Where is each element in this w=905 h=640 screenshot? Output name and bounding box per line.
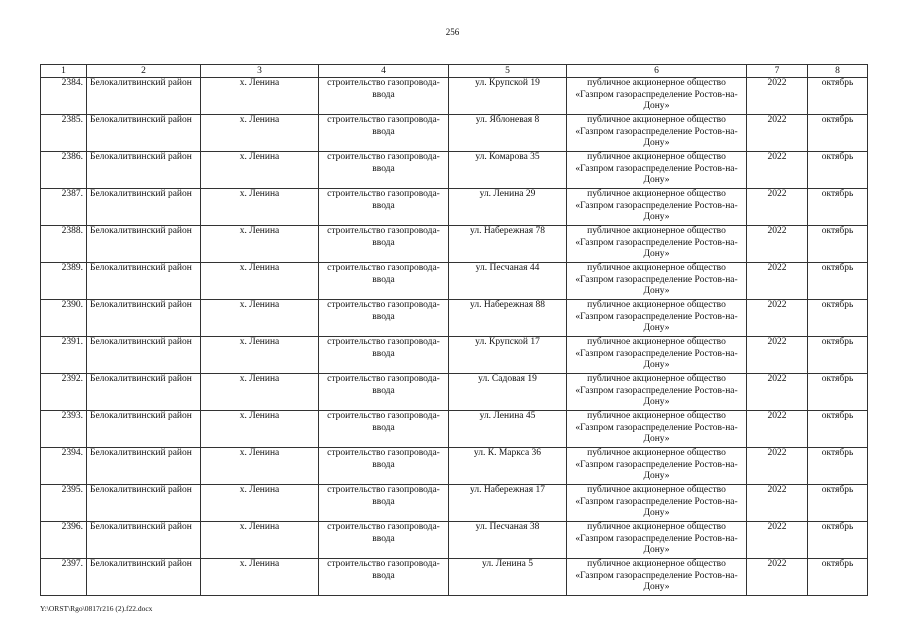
row-number: 2396. <box>41 522 87 559</box>
district-cell: Белокалитвинский район <box>87 263 201 300</box>
year-cell: 2022 <box>747 226 808 263</box>
month-cell: октябрь <box>808 374 868 411</box>
month-cell: октябрь <box>808 411 868 448</box>
organization-cell: публичное акционерное общество «Газпром газораспределение Ростов-на-Дону» <box>567 448 747 485</box>
address-cell: ул. Набережная 78 <box>449 226 567 263</box>
month-cell: октябрь <box>808 337 868 374</box>
table-row <box>41 152 868 189</box>
table-row <box>41 263 868 300</box>
settlement-cell: х. Ленина <box>201 78 319 115</box>
month-cell: октябрь <box>808 189 868 226</box>
work-type-cell: строительство газопровода-ввода <box>319 152 449 189</box>
district-cell: Белокалитвинский район <box>87 374 201 411</box>
district-cell: Белокалитвинский район <box>87 189 201 226</box>
month-cell: октябрь <box>808 485 868 522</box>
address-cell: ул. Садовая 19 <box>449 374 567 411</box>
work-type-cell: строительство газопровода-ввода <box>319 115 449 152</box>
work-type-cell: строительство газопровода-ввода <box>319 411 449 448</box>
organization-cell: публичное акционерное общество «Газпром газораспределение Ростов-на-Дону» <box>567 152 747 189</box>
settlement-cell: х. Ленина <box>201 411 319 448</box>
work-type-cell: строительство газопровода-ввода <box>319 337 449 374</box>
year-cell: 2022 <box>747 152 808 189</box>
year-cell: 2022 <box>747 300 808 337</box>
column-header: 1 <box>41 65 87 78</box>
address-cell: ул. Крупской 17 <box>449 337 567 374</box>
organization-cell: публичное акционерное общество «Газпром газораспределение Ростов-на-Дону» <box>567 337 747 374</box>
column-header: 3 <box>201 65 319 78</box>
table-body <box>41 78 868 596</box>
table-row <box>41 411 868 448</box>
column-header: 4 <box>319 65 449 78</box>
district-cell: Белокалитвинский район <box>87 485 201 522</box>
organization-cell: публичное акционерное общество «Газпром газораспределение Ростов-на-Дону» <box>567 189 747 226</box>
row-number: 2390. <box>41 300 87 337</box>
month-cell: октябрь <box>808 152 868 189</box>
row-number: 2386. <box>41 152 87 189</box>
district-cell: Белокалитвинский район <box>87 115 201 152</box>
settlement-cell: х. Ленина <box>201 189 319 226</box>
settlement-cell: х. Ленина <box>201 485 319 522</box>
year-cell: 2022 <box>747 115 808 152</box>
page-number: 256 <box>445 27 460 37</box>
registry-table <box>40 64 868 596</box>
organization-cell: публичное акционерное общество «Газпром газораспределение Ростов-на-Дону» <box>567 300 747 337</box>
work-type-cell: строительство газопровода-ввода <box>319 226 449 263</box>
address-cell: ул. Комарова 35 <box>449 152 567 189</box>
column-header: 2 <box>87 65 201 78</box>
year-cell: 2022 <box>747 263 808 300</box>
settlement-cell: х. Ленина <box>201 115 319 152</box>
work-type-cell: строительство газопровода-ввода <box>319 300 449 337</box>
address-cell: ул. Набережная 17 <box>449 485 567 522</box>
month-cell: октябрь <box>808 263 868 300</box>
organization-cell: публичное акционерное общество «Газпром газораспределение Ростов-на-Дону» <box>567 263 747 300</box>
work-type-cell: строительство газопровода-ввода <box>319 448 449 485</box>
table-row <box>41 189 868 226</box>
organization-cell: публичное акционерное общество «Газпром газораспределение Ростов-на-Дону» <box>567 485 747 522</box>
row-number: 2391. <box>41 337 87 374</box>
table-row <box>41 448 868 485</box>
month-cell: октябрь <box>808 226 868 263</box>
organization-cell: публичное акционерное общество «Газпром газораспределение Ростов-на-Дону» <box>567 522 747 559</box>
organization-cell: публичное акционерное общество «Газпром газораспределение Ростов-на-Дону» <box>567 78 747 115</box>
row-number: 2394. <box>41 448 87 485</box>
row-number: 2385. <box>41 115 87 152</box>
settlement-cell: х. Ленина <box>201 448 319 485</box>
row-number: 2389. <box>41 263 87 300</box>
month-cell: октябрь <box>808 300 868 337</box>
work-type-cell: строительство газопровода-ввода <box>319 485 449 522</box>
year-cell: 2022 <box>747 78 808 115</box>
district-cell: Белокалитвинский район <box>87 411 201 448</box>
settlement-cell: х. Ленина <box>201 300 319 337</box>
work-type-cell: строительство газопровода-ввода <box>319 522 449 559</box>
organization-cell: публичное акционерное общество «Газпром газораспределение Ростов-на-Дону» <box>567 226 747 263</box>
row-number: 2388. <box>41 226 87 263</box>
row-number: 2393. <box>41 411 87 448</box>
year-cell: 2022 <box>747 411 808 448</box>
work-type-cell: строительство газопровода-ввода <box>319 559 449 596</box>
organization-cell: публичное акционерное общество «Газпром газораспределение Ростов-на-Дону» <box>567 411 747 448</box>
settlement-cell: х. Ленина <box>201 374 319 411</box>
settlement-cell: х. Ленина <box>201 263 319 300</box>
table-row <box>41 226 868 263</box>
header-row <box>41 65 868 78</box>
district-cell: Белокалитвинский район <box>87 448 201 485</box>
year-cell: 2022 <box>747 374 808 411</box>
settlement-cell: х. Ленина <box>201 559 319 596</box>
district-cell: Белокалитвинский район <box>87 78 201 115</box>
address-cell: ул. Крупской 19 <box>449 78 567 115</box>
work-type-cell: строительство газопровода-ввода <box>319 78 449 115</box>
table-row <box>41 485 868 522</box>
district-cell: Белокалитвинский район <box>87 522 201 559</box>
settlement-cell: х. Ленина <box>201 337 319 374</box>
settlement-cell: х. Ленина <box>201 152 319 189</box>
column-header: 7 <box>747 65 808 78</box>
table-row <box>41 300 868 337</box>
year-cell: 2022 <box>747 448 808 485</box>
row-number: 2397. <box>41 559 87 596</box>
address-cell: ул. Набережная 88 <box>449 300 567 337</box>
row-number: 2392. <box>41 374 87 411</box>
address-cell: ул. Ленина 5 <box>449 559 567 596</box>
table-row <box>41 522 868 559</box>
organization-cell: публичное акционерное общество «Газпром газораспределение Ростов-на-Дону» <box>567 115 747 152</box>
month-cell: октябрь <box>808 115 868 152</box>
work-type-cell: строительство газопровода-ввода <box>319 374 449 411</box>
footer-file-path: Y:\ORST\Rgo\0817r216 (2).f22.docx <box>40 604 153 613</box>
year-cell: 2022 <box>747 522 808 559</box>
table-row <box>41 337 868 374</box>
district-cell: Белокалитвинский район <box>87 300 201 337</box>
year-cell: 2022 <box>747 337 808 374</box>
month-cell: октябрь <box>808 448 868 485</box>
year-cell: 2022 <box>747 559 808 596</box>
work-type-cell: строительство газопровода-ввода <box>319 263 449 300</box>
address-cell: ул. Песчаная 44 <box>449 263 567 300</box>
year-cell: 2022 <box>747 189 808 226</box>
column-header: 5 <box>449 65 567 78</box>
table-row <box>41 78 868 115</box>
month-cell: октябрь <box>808 559 868 596</box>
row-number: 2384. <box>41 78 87 115</box>
district-cell: Белокалитвинский район <box>87 226 201 263</box>
organization-cell: публичное акционерное общество «Газпром газораспределение Ростов-на-Дону» <box>567 559 747 596</box>
address-cell: ул. Песчаная 38 <box>449 522 567 559</box>
address-cell: ул. Яблоневая 8 <box>449 115 567 152</box>
address-cell: ул. К. Маркса 36 <box>449 448 567 485</box>
column-header: 8 <box>808 65 868 78</box>
table-row <box>41 374 868 411</box>
work-type-cell: строительство газопровода-ввода <box>319 189 449 226</box>
month-cell: октябрь <box>808 522 868 559</box>
year-cell: 2022 <box>747 485 808 522</box>
row-number: 2395. <box>41 485 87 522</box>
district-cell: Белокалитвинский район <box>87 559 201 596</box>
table-row <box>41 559 868 596</box>
month-cell: октябрь <box>808 78 868 115</box>
district-cell: Белокалитвинский район <box>87 337 201 374</box>
table-row <box>41 115 868 152</box>
address-cell: ул. Ленина 29 <box>449 189 567 226</box>
settlement-cell: х. Ленина <box>201 226 319 263</box>
row-number: 2387. <box>41 189 87 226</box>
settlement-cell: х. Ленина <box>201 522 319 559</box>
district-cell: Белокалитвинский район <box>87 152 201 189</box>
address-cell: ул. Ленина 45 <box>449 411 567 448</box>
organization-cell: публичное акционерное общество «Газпром газораспределение Ростов-на-Дону» <box>567 374 747 411</box>
column-header: 6 <box>567 65 747 78</box>
